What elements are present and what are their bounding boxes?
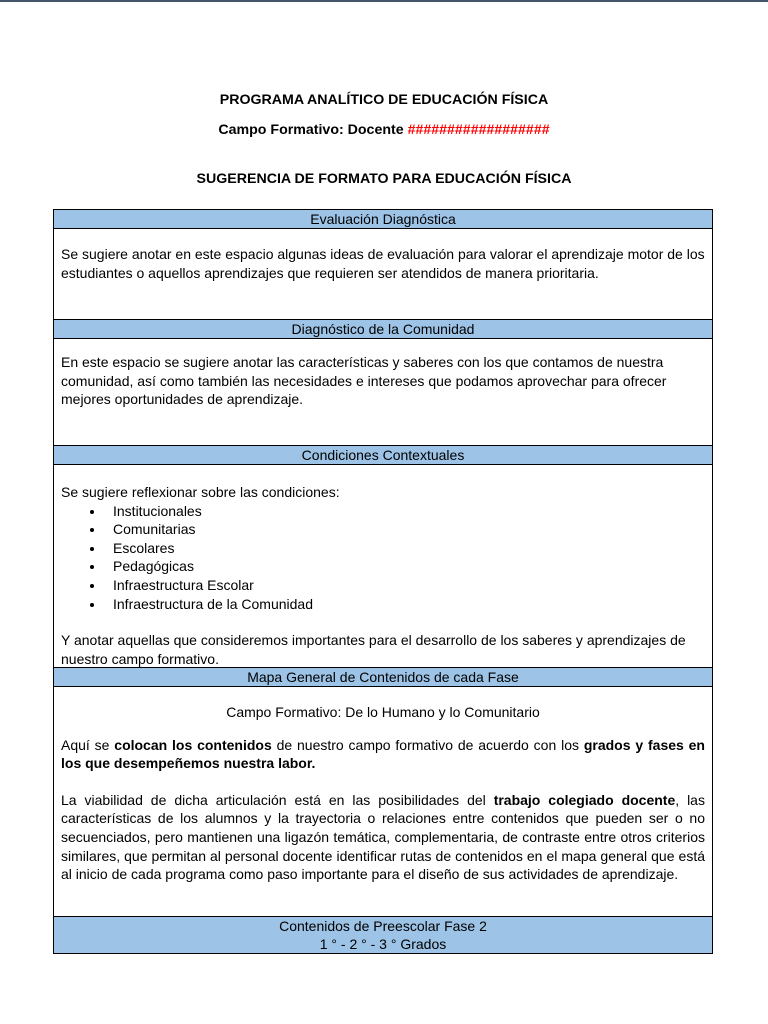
mapa-header: Mapa General de Contenidos de cada Fase [54, 668, 712, 687]
mapa-cell [54, 687, 712, 917]
condiciones-list [61, 502, 705, 614]
condiciones-cell [54, 465, 712, 668]
preescolar-grades: 1 ° - 2 ° - 3 ° Grados [319, 936, 447, 952]
list-item: • Institucionales [105, 502, 705, 521]
list-item: • Comunitarias [105, 520, 705, 539]
preescolar-header [54, 917, 712, 953]
sugerencia-title: SUGERENCIA DE FORMATO PARA EDUCACIÓN FÍSICA [196, 171, 572, 187]
condiciones-header: Condiciones Contextuales [54, 446, 712, 465]
docente-placeholder: ################## [407, 122, 550, 138]
preescolar-title: Contenidos de Preescolar Fase 2 [279, 918, 487, 934]
mapa-campo-formativo: Campo Formativo: De lo Humano y lo Comunitario [226, 704, 540, 720]
evaluacion-header: Evaluación Diagnóstica [54, 210, 712, 229]
list-item: • Infraestructura de la Comunidad [105, 595, 705, 614]
list-item: • Escolares [105, 539, 705, 558]
mapa-paragraph-2 [61, 791, 705, 884]
comunidad-text: En este espacio se sugiere anotar las características y saberes con los que contamos de nuestra comunidad, así como también las necesidades e intereses que podamos aprovechar para ofrecer mejores oportunidades de aprendizaje. [61, 354, 667, 408]
evaluacion-cell [54, 229, 712, 320]
text-run-bold: grados y fases en los que desempeñemos nuestra labor. [61, 736, 705, 772]
text-run-bold: trabajo colegiado docente [493, 791, 676, 808]
condiciones-outro: Y anotar aquellas que consideremos importantes para el desarrollo de los saberes y aprendizajes de nuestro campo formativo. [61, 632, 686, 667]
campo-formativo-label: Campo Formativo: Docente [218, 122, 408, 138]
text-run: , las características de los alumnos y la trayectoria o relaciones entre contenidos que pueden ser o no secuenciados, pero mantienen una ligazón temática, complementaria, de contraste entre otros criterios similares, que permitan al personal docente identificar rutas de contenidos en el mapa general que está al inicio de cada programa como paso importante para el diseño de sus actividades de aprendizaje. [61, 791, 705, 883]
top-rule [0, 0, 768, 2]
text-run: La viabilidad de dicha articulación está en las posibilidades del [61, 791, 494, 808]
comunidad-cell [54, 339, 712, 446]
list-item: • Pedagógicas [105, 557, 705, 576]
text-run: de nuestro campo formativo de acuerdo con los [271, 736, 584, 753]
text-run-bold: colocan los contenidos [114, 736, 272, 753]
list-item: • Infraestructura Escolar [105, 576, 705, 595]
comunidad-header: Diagnóstico de la Comunidad [54, 320, 712, 339]
text-run: Aquí se [61, 736, 115, 753]
evaluacion-text: Se sugiere anotar en este espacio algunas ideas de evaluación para valorar el aprendizaje motor de los estudiantes o aquellos aprendizajes que requieren ser atendidos de manera prioritaria. [61, 246, 705, 281]
mapa-paragraph-1 [61, 736, 705, 773]
document-title: PROGRAMA ANALÍTICO DE EDUCACIÓN FÍSICA [219, 92, 549, 108]
format-table [53, 209, 713, 954]
campo-formativo-line [0, 122, 768, 138]
condiciones-intro: Se sugiere reflexionar sobre las condiciones: [61, 484, 340, 500]
